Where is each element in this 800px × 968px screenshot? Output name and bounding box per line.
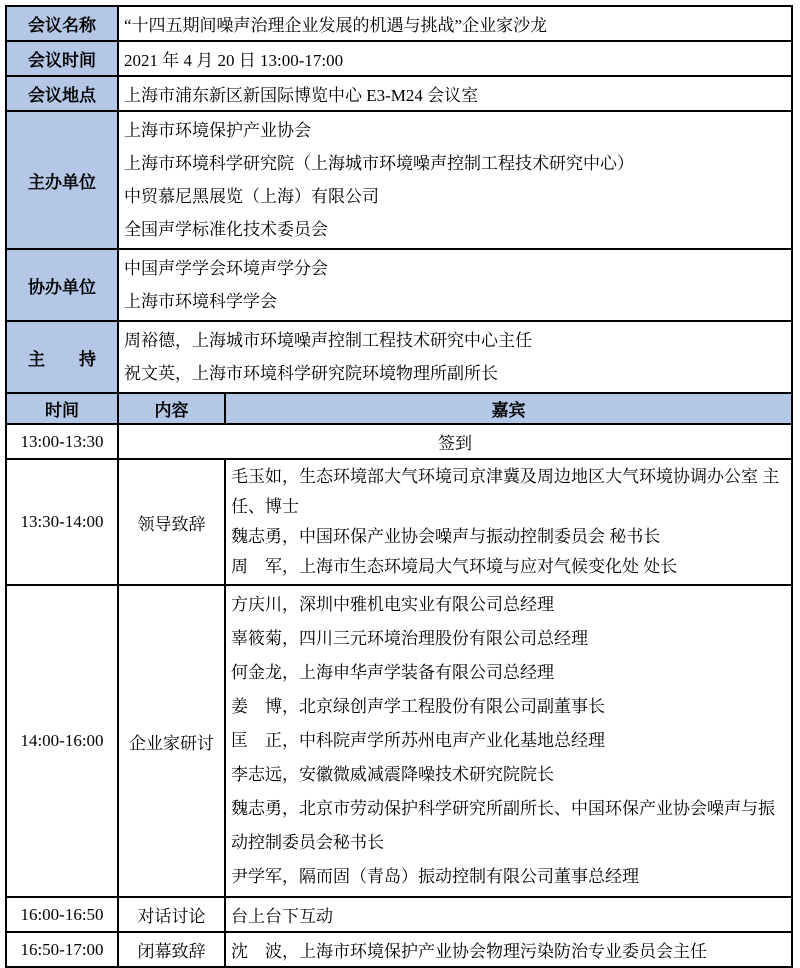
- time-cell: 13:30-14:00: [6, 459, 118, 585]
- info-value-meeting-time: 2021 年 4 月 20 日 13:00-17:00: [118, 41, 792, 76]
- guest-line: 何金龙，上海申华声学装备有限公司总经理: [231, 663, 554, 682]
- col-header-time: 时间: [6, 393, 118, 424]
- schedule-row-dialogue: [6, 897, 792, 932]
- guest-line: 魏志勇，中国环保产业协会噪声与振动控制委员会 秘书长: [231, 527, 661, 546]
- guest-line: 辜筱菊，四川三元环境治理股份有限公司总经理: [231, 629, 588, 648]
- schedule-row-signin: [6, 424, 792, 459]
- info-value-cohosts: [118, 249, 792, 321]
- schedule-row-leader-speeches: [6, 459, 792, 585]
- guest-line: 李志远，安徽微威减震降噪技术研究院院长: [231, 765, 554, 784]
- info-row-time: [6, 41, 792, 76]
- time-cell: 14:00-16:00: [6, 585, 118, 897]
- text-line: 中国声学学会环境声学分会: [124, 259, 328, 278]
- guest-line: 尹学军，隔而固（青岛）振动控制有限公司董事总经理: [231, 867, 639, 886]
- guests-cell: [225, 459, 792, 585]
- info-row-location: [6, 76, 792, 111]
- text-line: 上海市环境保护产业协会: [124, 121, 311, 140]
- time-cell: 16:00-16:50: [6, 897, 118, 932]
- text-line: 周裕德，上海城市环境噪声控制工程技术研究中心主任: [124, 331, 532, 350]
- time-cell: 16:50-17:00: [6, 932, 118, 967]
- info-label-meeting-location: 会议地点: [6, 76, 118, 111]
- schedule-header-row: [6, 393, 792, 424]
- info-row-moderators: [6, 321, 792, 393]
- text-line: 全国声学标准化技术委员会: [124, 220, 328, 239]
- guest-line: 周 军，上海市生态环境局大气环境与应对气候变化处 处长: [231, 557, 678, 576]
- info-value-meeting-location: 上海市浦东新区新国际博览中心 E3-M24 会议室: [118, 76, 792, 111]
- agenda-table: [5, 5, 793, 968]
- schedule-row-entrepreneur-discussion: [6, 585, 792, 897]
- info-value-hosts: [118, 111, 792, 249]
- session-cell: 企业家研讨: [118, 585, 225, 897]
- info-row-name: [6, 6, 792, 41]
- col-header-guests: 嘉宾: [225, 393, 792, 424]
- session-cell: 领导致辞: [118, 459, 225, 585]
- info-label-meeting-name: 会议名称: [6, 6, 118, 41]
- text-line: 祝文英，上海市环境科学研究院环境物理所副所长: [124, 364, 498, 383]
- info-value-meeting-name: “十四五期间噪声治理企业发展的机遇与挑战”企业家沙龙: [118, 6, 792, 41]
- guest-line: 姜 博，北京绿创声学工程股份有限公司副董事长: [231, 697, 605, 716]
- text-line: 上海市环境科学学会: [124, 292, 277, 311]
- info-label-hosts: 主办单位: [6, 111, 118, 249]
- info-row-cohosts: [6, 249, 792, 321]
- guest-line: 匡 正，中科院声学所苏州电声产业化基地总经理: [231, 731, 605, 750]
- time-cell: 13:00-13:30: [6, 424, 118, 459]
- info-row-hosts: [6, 111, 792, 249]
- guest-line: 毛玉如，生态环境部大气环境司京津冀及周边地区大气环境协调办公室 主任、博士: [231, 467, 780, 516]
- signin-cell: 签到: [118, 424, 792, 459]
- guest-line: 魏志勇，北京市劳动保护科学研究所副所长、中国环保产业协会噪声与振动控制委员会秘书长: [231, 799, 775, 852]
- info-value-moderators: [118, 321, 792, 393]
- info-label-cohosts: 协办单位: [6, 249, 118, 321]
- info-label-moderators: 主 持: [6, 321, 118, 393]
- info-label-meeting-time: 会议时间: [6, 41, 118, 76]
- text-line: 中贸慕尼黑展览（上海）有限公司: [124, 187, 379, 206]
- text-line: 上海市环境科学研究院（上海城市环境噪声控制工程技术研究中心）: [124, 154, 634, 173]
- guests-cell: [225, 585, 792, 897]
- guests-cell: 沈 波，上海市环境保护产业协会物理污染防治专业委员会主任: [225, 932, 792, 967]
- guests-cell: 台上台下互动: [225, 897, 792, 932]
- session-cell: 对话讨论: [118, 897, 225, 932]
- guest-line: 方庆川，深圳中雅机电实业有限公司总经理: [231, 595, 554, 614]
- session-cell: 闭幕致辞: [118, 932, 225, 967]
- col-header-content: 内容: [118, 393, 225, 424]
